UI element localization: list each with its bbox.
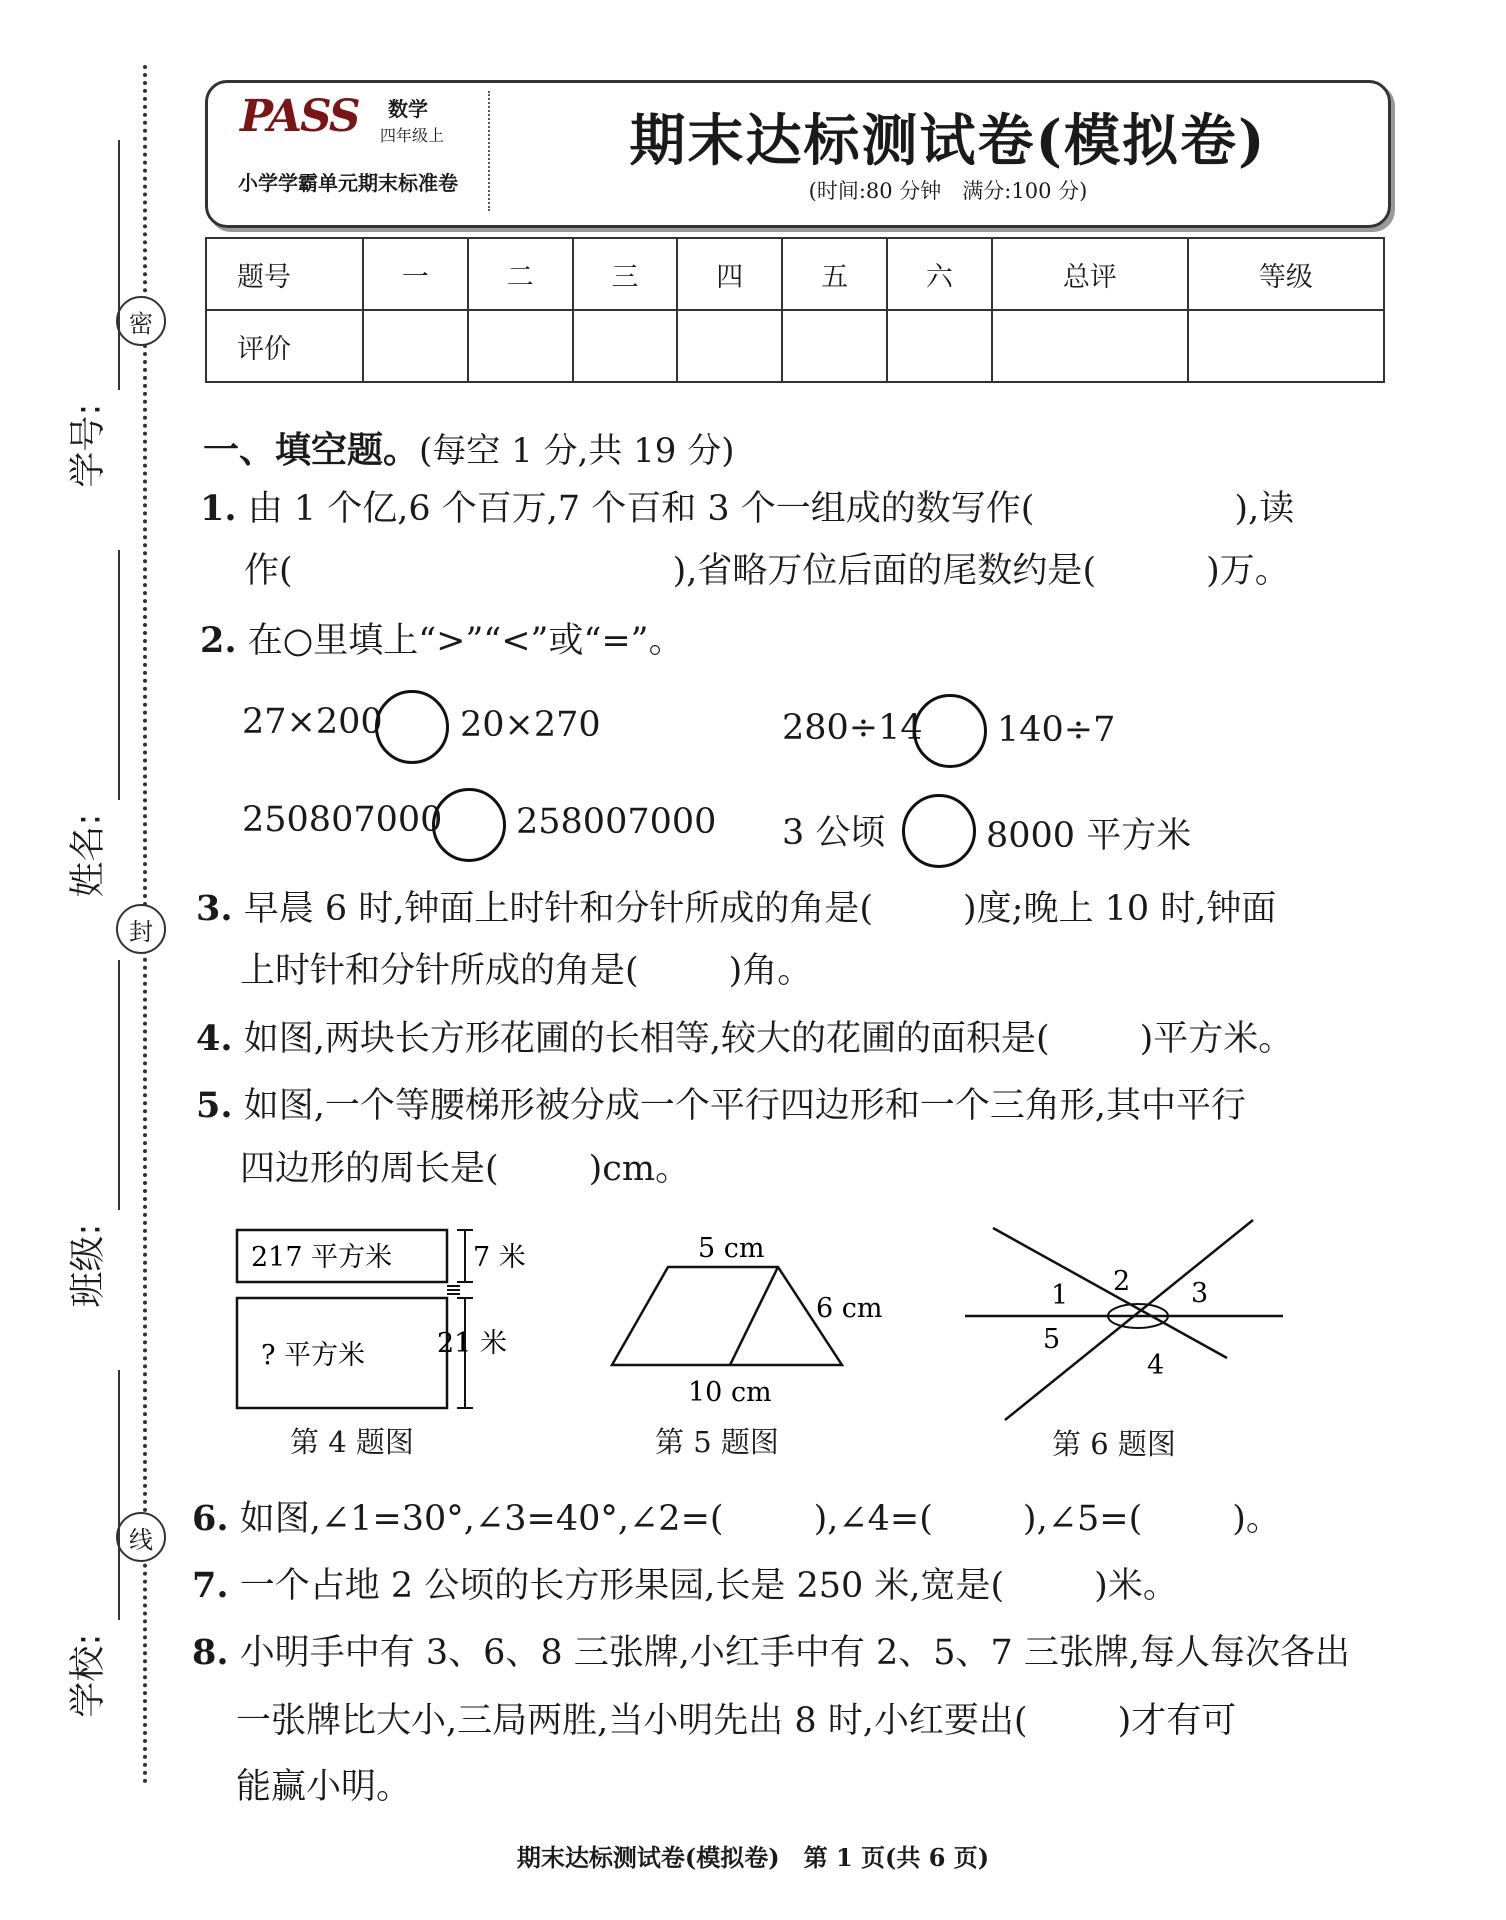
eval-cell-2[interactable] xyxy=(468,310,573,382)
question-6 xyxy=(192,1488,1281,1550)
eval-cell-4[interactable] xyxy=(677,310,782,382)
compare-3-circle[interactable] xyxy=(432,788,506,862)
seal-feng: 封 xyxy=(116,904,166,954)
question-8-text-2b: )才有可 xyxy=(1117,1701,1237,1741)
school-line xyxy=(118,1370,120,1620)
question-2-number: 2. xyxy=(200,620,237,661)
compare-4-right: 8000 平方米 xyxy=(986,816,1192,856)
eval-cell-3[interactable] xyxy=(573,310,678,382)
question-5-number: 5. xyxy=(196,1085,233,1126)
question-1-text-2b: ),省略万位后面的尾数约是( xyxy=(672,551,1097,591)
student-id-line xyxy=(118,140,120,390)
compare-1-circle[interactable] xyxy=(375,690,449,764)
compare-2-circle[interactable] xyxy=(913,694,987,768)
question-6-text-a: 如图,∠1=30°,∠3=40°,∠2=( xyxy=(239,1499,724,1539)
class-label: 班级: xyxy=(67,1223,109,1308)
score-col-total: 总评 xyxy=(992,238,1188,310)
eval-cell-1[interactable] xyxy=(363,310,468,382)
eval-cell-6[interactable] xyxy=(887,310,992,382)
question-8-line-1 xyxy=(192,1622,1350,1684)
question-5-text-1: 如图,一个等腰梯形被分成一个平行四边形和一个三角形,其中平行 xyxy=(243,1086,1246,1126)
question-8-line-2 xyxy=(236,1690,1236,1752)
question-6-number: 6. xyxy=(192,1498,229,1539)
question-7-number: 7. xyxy=(192,1565,229,1606)
question-3-text-1b: )度;晚上 10 时,钟面 xyxy=(963,889,1277,929)
name-label: 姓名: xyxy=(67,813,109,898)
question-3-text-2b: )角。 xyxy=(728,951,813,991)
question-1-line-1 xyxy=(200,478,1294,540)
question-6-text-b: ),∠4=( xyxy=(813,1499,933,1539)
compare-3-right: 258007000 xyxy=(516,802,717,842)
figure-5-caption: 第 5 题图 xyxy=(655,1425,779,1459)
question-4-number: 4. xyxy=(196,1018,233,1059)
figure-6-caption: 第 6 题图 xyxy=(1052,1427,1176,1461)
question-3-text-2a: 上时针和分针所成的角是( xyxy=(240,951,639,991)
fig6-label-4: 4 xyxy=(1147,1350,1165,1381)
school-field[interactable] xyxy=(30,1370,140,1718)
header-divider xyxy=(488,91,490,211)
eval-cell-grade[interactable] xyxy=(1188,310,1384,382)
score-col-6: 六 xyxy=(887,238,992,310)
student-id-label: 学号: xyxy=(67,403,109,488)
compare-2-left: 280÷14 xyxy=(782,708,923,748)
question-3-text-1a: 早晨 6 时,钟面上时针和分针所成的角是( xyxy=(243,889,873,929)
name-field[interactable] xyxy=(30,550,140,898)
eval-cell-5[interactable] xyxy=(782,310,887,382)
question-5-text-2a: 四边形的周长是( xyxy=(240,1149,499,1189)
exam-title: 期末达标测试卷(模拟卷) xyxy=(629,108,1267,174)
brand-series: 小学学霸单元期末标准卷 xyxy=(238,171,458,195)
question-1-text-cont: ),读 xyxy=(1234,489,1295,529)
eval-cell-total[interactable] xyxy=(992,310,1188,382)
question-7-text-b: )米。 xyxy=(1094,1566,1178,1606)
fig4-bottom-area: ? 平方米 xyxy=(261,1340,366,1371)
brand-grade: 四年级上 xyxy=(380,126,445,145)
question-3-line-1 xyxy=(196,878,1276,940)
score-col-5: 五 xyxy=(782,238,887,310)
eval-row-label: 评价 xyxy=(206,310,363,382)
question-8-text-1: 小明手中有 3、6、8 三张牌,小红手中有 2、5、7 三张牌,每人每次各出 xyxy=(239,1633,1351,1673)
score-table-header-row xyxy=(206,238,1384,310)
question-4-text-a: 如图,两块长方形花圃的长相等,较大的花圃的面积是( xyxy=(243,1019,1050,1059)
question-6-text-c: ),∠5=( xyxy=(1022,1499,1143,1539)
compare-3-left: 250807000 xyxy=(242,800,443,840)
score-col-3: 三 xyxy=(573,238,678,310)
score-col-4: 四 xyxy=(677,238,782,310)
compare-4-left: 3 公顷 xyxy=(782,813,886,853)
question-4 xyxy=(196,1008,1293,1070)
question-1-text-2a: 作( xyxy=(244,551,293,591)
score-table xyxy=(205,237,1385,383)
class-field[interactable] xyxy=(30,960,140,1308)
class-line xyxy=(118,960,120,1210)
fig5-top-label: 5 cm xyxy=(698,1233,765,1264)
score-col-1: 一 xyxy=(363,238,468,310)
question-8-text-2a: 一张牌比大小,三局两胜,当小明先出 8 时,小红要出( xyxy=(236,1701,1028,1741)
brand-logo: PASS xyxy=(240,91,359,142)
fig4-bottom-side: 21 米 xyxy=(437,1328,507,1359)
name-line xyxy=(118,550,120,800)
question-8-number: 8. xyxy=(192,1632,229,1673)
figure-4-caption: 第 4 题图 xyxy=(290,1425,414,1459)
fig6-line-b xyxy=(1005,1220,1253,1420)
question-8-text-3: 能赢小明。 xyxy=(236,1767,412,1807)
section-1-heading xyxy=(203,422,734,473)
section-1-note: (每空 1 分,共 19 分) xyxy=(419,431,735,471)
question-5-line-2 xyxy=(240,1138,690,1200)
question-7 xyxy=(192,1555,1178,1617)
compare-1-left: 27×200 xyxy=(242,702,383,742)
question-4-text-b: )平方米。 xyxy=(1139,1019,1294,1059)
question-1-text-2c: )万。 xyxy=(1206,551,1290,591)
seal-mi: 密 xyxy=(116,296,166,346)
figure-5-diagram xyxy=(600,1225,900,1405)
question-1-line-2 xyxy=(244,540,1290,602)
question-1-number: 1. xyxy=(200,488,237,529)
school-label: 学校: xyxy=(67,1633,109,1718)
fig4-top-side: 7 米 xyxy=(473,1242,526,1273)
fig5-bottom-label: 10 cm xyxy=(688,1377,772,1405)
figure-6-diagram xyxy=(955,1210,1295,1430)
section-1-title: 一、填空题。 xyxy=(203,430,420,471)
score-col-2: 二 xyxy=(468,238,573,310)
fig5-side-label: 6 cm xyxy=(816,1293,883,1324)
compare-2-right: 140÷7 xyxy=(997,710,1116,750)
exam-meta: (时间:80 分钟 满分:100 分) xyxy=(808,179,1088,203)
figure-4-diagram xyxy=(225,1220,545,1420)
question-2-text: 在○里填上“>”“<”或“=”。 xyxy=(247,621,684,661)
question-2 xyxy=(200,610,684,672)
question-3-line-2 xyxy=(240,940,812,1002)
score-row-label: 题号 xyxy=(206,238,363,310)
question-8-line-3 xyxy=(236,1756,411,1818)
brand-subject: 数学 xyxy=(388,97,428,121)
question-6-text-d: )。 xyxy=(1232,1499,1281,1539)
score-col-grade: 等级 xyxy=(1188,238,1384,310)
question-5-line-1 xyxy=(196,1075,1246,1137)
compare-4-circle[interactable] xyxy=(902,794,976,868)
question-3-number: 3. xyxy=(196,888,233,929)
student-id-field[interactable] xyxy=(30,140,140,488)
question-5-text-2b: )cm。 xyxy=(588,1149,691,1189)
fig6-label-1: 1 xyxy=(1051,1280,1069,1311)
seal-xian: 线 xyxy=(116,1512,166,1562)
exam-header xyxy=(205,80,1391,228)
compare-1-right: 20×270 xyxy=(460,705,601,745)
page-footer: 期末达标测试卷(模拟卷) 第 1 页(共 6 页) xyxy=(516,1843,990,1872)
fig5-divider xyxy=(730,1267,778,1365)
question-1-text: 由 1 个亿,6 个百万,7 个百和 3 个一组成的数写作( xyxy=(247,489,1035,529)
fig4-top-area: 217 平方米 xyxy=(251,1242,393,1273)
fig5-trapezoid xyxy=(612,1267,842,1365)
fig6-label-3: 3 xyxy=(1191,1278,1209,1309)
question-7-text-a: 一个占地 2 公顷的长方形果园,长是 250 米,宽是( xyxy=(239,1566,1005,1606)
score-table-eval-row xyxy=(206,310,1384,382)
fig6-label-2: 2 xyxy=(1113,1266,1131,1297)
fig6-label-5: 5 xyxy=(1043,1324,1061,1355)
